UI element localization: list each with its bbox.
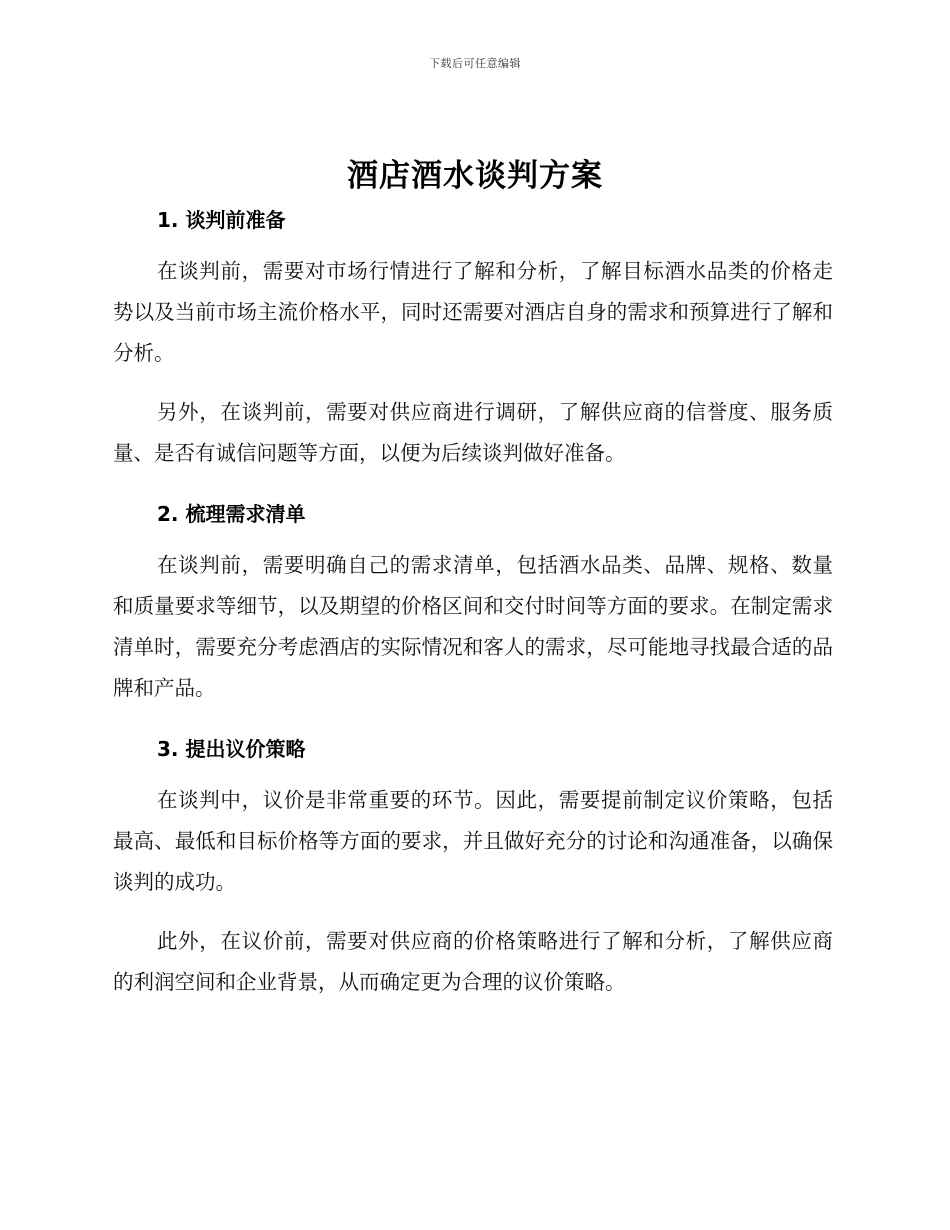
paragraph: 在谈判前，需要明确自己的需求清单，包括酒水品类、品牌、规格、数量和质量要求等细节，以及期望的价格区间和交付时间等方面的要求。在制定需求清单时，需要充分考虑酒店的实际情况和客人的需求，尽可能地寻找最合适的品牌和产品。 <box>113 553 833 700</box>
paragraph: 在谈判前，需要对市场行情进行了解和分析，了解目标酒水品类的价格走势以及当前市场主流价格水平，同时还需要对酒店自身的需求和预算进行了解和分析。 <box>113 259 833 365</box>
document-title: 酒店酒水谈判方案 <box>347 158 603 194</box>
paragraph: 此外，在议价前，需要对供应商的价格策略进行了解和分析，了解供应商的利润空间和企业背景，从而确定更为合理的议价策略。 <box>113 929 833 994</box>
section-heading-2: 2. 梳理需求清单 <box>157 502 306 526</box>
paragraph: 在谈判中，议价是非常重要的环节。因此，需要提前制定议价策略，包括最高、最低和目标价格等方面的要求，并且做好充分的讨论和沟通准备，以确保谈判的成功。 <box>113 788 833 894</box>
header-note: 下载后可任意编辑 <box>429 57 521 70</box>
section-heading-1: 1. 谈判前准备 <box>157 208 286 232</box>
document-body <box>113 202 833 1003</box>
paragraph: 另外，在谈判前，需要对供应商进行调研，了解供应商的信誉度、服务质量、是否有诚信问题等方面，以便为后续谈判做好准备。 <box>113 400 833 465</box>
section-heading-3: 3. 提出议价策略 <box>157 737 306 761</box>
